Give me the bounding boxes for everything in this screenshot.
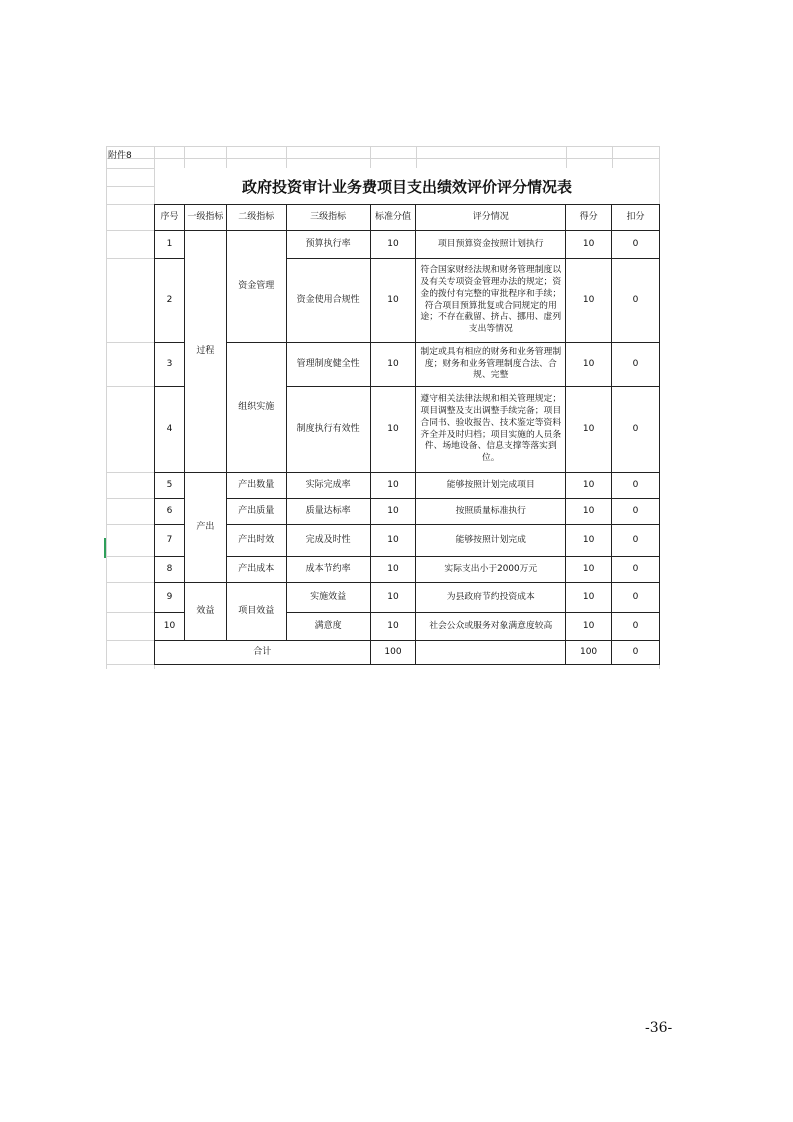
table-row [155, 525, 660, 557]
standard-cell: 10 [370, 343, 416, 387]
header-level3: 三级指标 [286, 205, 370, 231]
seq-cell: 3 [155, 343, 185, 387]
page-title: 政府投资审计业务费项目支出绩效评价评分情况表 [241, 177, 572, 196]
level3-cell: 实际完成率 [286, 473, 370, 499]
seq-cell: 6 [155, 499, 185, 525]
level3-cell: 质量达标率 [286, 499, 370, 525]
level1-process-cell: 过程 [184, 231, 226, 473]
deduct-cell: 0 [612, 557, 660, 583]
seq-cell: 5 [155, 473, 185, 499]
standard-cell: 10 [370, 525, 416, 557]
standard-cell: 10 [370, 613, 416, 641]
page-number: -36- [645, 1020, 673, 1036]
standard-cell: 10 [370, 499, 416, 525]
header-row [155, 205, 660, 231]
standard-cell: 10 [370, 259, 416, 343]
level2-org-impl-cell: 组织实施 [226, 343, 286, 473]
header-standard: 标准分值 [370, 205, 416, 231]
level2-fund-mgmt-cell: 资金管理 [226, 231, 286, 343]
level3-cell: 成本节约率 [286, 557, 370, 583]
criteria-cell: 为县政府节约投资成本 [416, 583, 566, 613]
standard-cell: 10 [370, 557, 416, 583]
level3-cell: 管理制度健全性 [286, 343, 370, 387]
table-row [155, 473, 660, 499]
deduct-cell: 0 [612, 231, 660, 259]
level2-output-qty-cell: 产出数量 [226, 473, 286, 499]
seq-cell: 4 [155, 387, 185, 473]
score-cell: 10 [566, 499, 612, 525]
seq-cell: 7 [155, 525, 185, 557]
deduct-cell: 0 [612, 343, 660, 387]
level3-cell: 资金使用合规性 [286, 259, 370, 343]
seq-cell: 2 [155, 259, 185, 343]
deduct-cell: 0 [612, 613, 660, 641]
header-level2: 二级指标 [226, 205, 286, 231]
seq-cell: 10 [155, 613, 185, 641]
score-cell: 10 [566, 613, 612, 641]
criteria-cell: 遵守相关法律法规和相关管理规定；项目调整及支出调整手续完备；项目合同书、验收报告、技术鉴定等资料齐全并及时归档；项目实施的人员条件、场地设备、信息支撑等落实到位。 [416, 387, 566, 473]
score-cell: 10 [566, 231, 612, 259]
level2-project-benefit-cell: 项目效益 [226, 583, 286, 641]
score-cell: 10 [566, 343, 612, 387]
standard-cell: 10 [370, 473, 416, 499]
criteria-cell: 制定或具有相应的财务和业务管理制度；财务和业务管理制度合法、合规、完整 [416, 343, 566, 387]
deduct-cell: 0 [612, 259, 660, 343]
level3-cell: 实施效益 [286, 583, 370, 613]
total-score: 100 [566, 641, 612, 665]
level2-output-cost-cell: 产出成本 [226, 557, 286, 583]
deduct-cell: 0 [612, 473, 660, 499]
header-level1: 一级指标 [184, 205, 226, 231]
total-label: 合计 [155, 641, 371, 665]
score-cell: 10 [566, 557, 612, 583]
deduct-cell: 0 [612, 525, 660, 557]
seq-cell: 1 [155, 231, 185, 259]
level3-cell: 预算执行率 [286, 231, 370, 259]
criteria-cell: 能够按照计划完成项目 [416, 473, 566, 499]
deduct-cell: 0 [612, 583, 660, 613]
criteria-cell: 社会公众或服务对象满意度较高 [416, 613, 566, 641]
header-seq: 序号 [155, 205, 185, 231]
deduct-cell: 0 [612, 499, 660, 525]
total-criteria-empty [416, 641, 566, 665]
table-row [155, 499, 660, 525]
seq-cell: 8 [155, 557, 185, 583]
standard-cell: 10 [370, 583, 416, 613]
criteria-cell: 符合国家财经法规和财务管理制度以及有关专项资金管理办法的规定；资金的拨付有完整的审批程序和手续；符合项目预算批复或合同规定的用途；不存在截留、挤占、挪用、虚列支出等情况 [416, 259, 566, 343]
standard-cell: 10 [370, 231, 416, 259]
criteria-cell: 按照质量标准执行 [416, 499, 566, 525]
seq-cell: 9 [155, 583, 185, 613]
table-row [155, 343, 660, 387]
table-row [155, 557, 660, 583]
level3-cell: 完成及时性 [286, 525, 370, 557]
score-cell: 10 [566, 473, 612, 499]
level2-output-quality-cell: 产出质量 [226, 499, 286, 525]
deduct-cell: 0 [612, 387, 660, 473]
standard-cell: 10 [370, 387, 416, 473]
criteria-cell: 能够按照计划完成 [416, 525, 566, 557]
score-cell: 10 [566, 525, 612, 557]
score-cell: 10 [566, 583, 612, 613]
header-criteria: 评分情况 [416, 205, 566, 231]
total-standard: 100 [370, 641, 416, 665]
spreadsheet-sheet [106, 146, 660, 669]
level3-cell: 满意度 [286, 613, 370, 641]
score-cell: 10 [566, 259, 612, 343]
level3-cell: 制度执行有效性 [286, 387, 370, 473]
criteria-cell: 实际支出小于2000万元 [416, 557, 566, 583]
criteria-cell: 项目预算资金按照计划执行 [416, 231, 566, 259]
score-cell: 10 [566, 387, 612, 473]
header-deduct: 扣分 [612, 205, 660, 231]
table-row [155, 583, 660, 613]
total-row [155, 641, 660, 665]
header-score: 得分 [566, 205, 612, 231]
level2-output-time-cell: 产出时效 [226, 525, 286, 557]
level1-output-cell: 产出 [184, 473, 226, 583]
active-cell-marker [104, 538, 106, 558]
level1-benefit-cell: 效益 [184, 583, 226, 641]
evaluation-table [154, 204, 660, 665]
table-row [155, 231, 660, 259]
attachment-label: 附件8 [108, 151, 132, 161]
total-deduct: 0 [612, 641, 660, 665]
